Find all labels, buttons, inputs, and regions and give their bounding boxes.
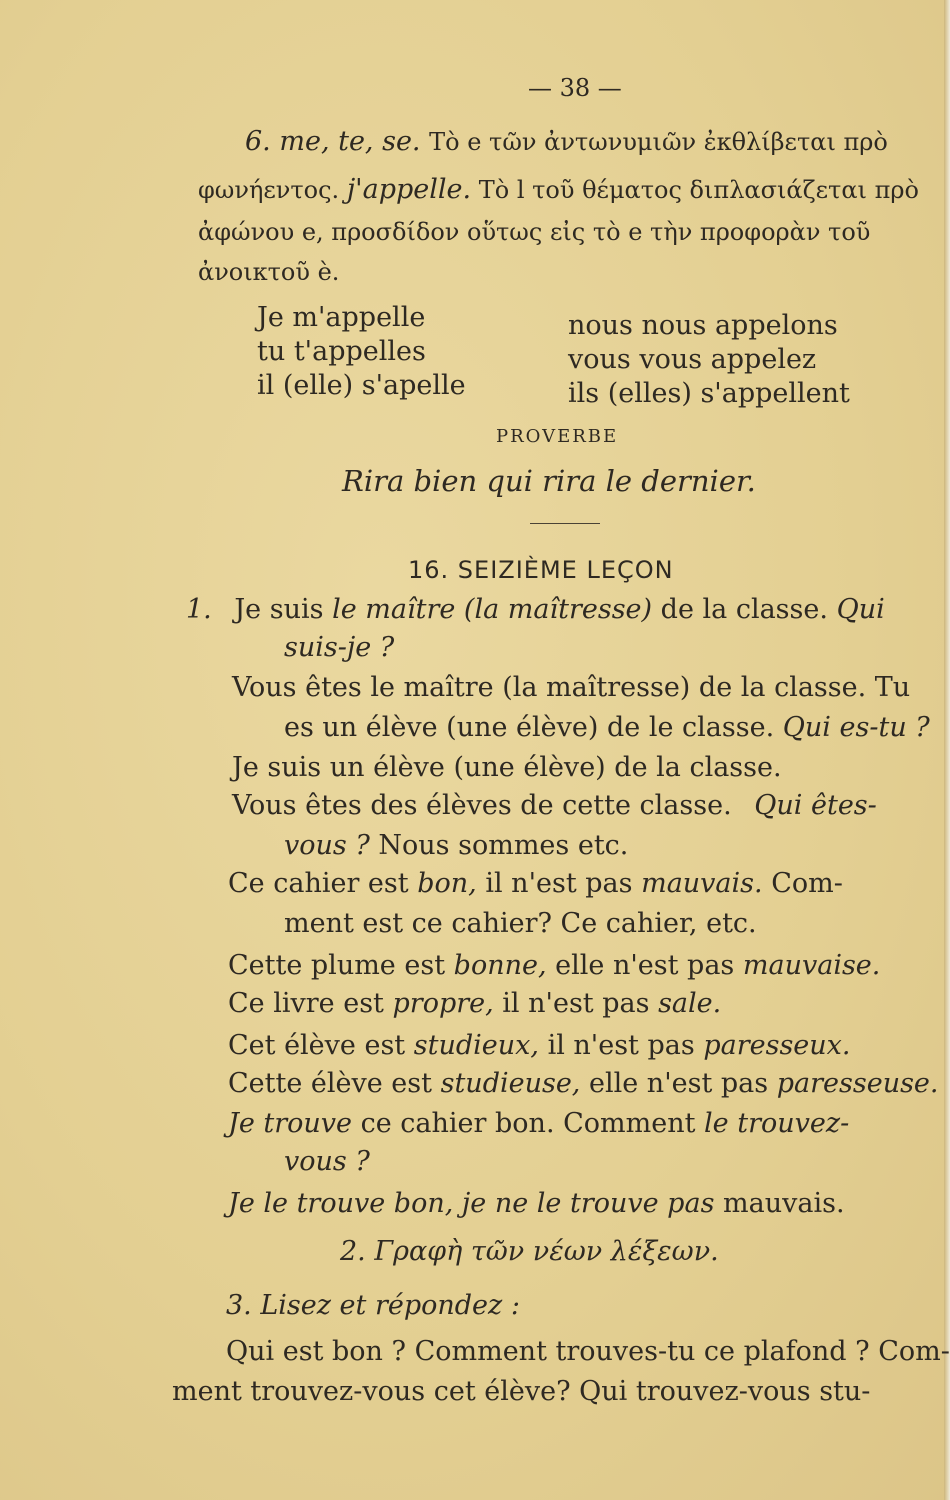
lesson-line-12: Cet élève est studieux, il n'est pas paresseux. — [228, 1030, 851, 1061]
lesson-line-15: vous ? — [284, 1146, 370, 1177]
lesson-line-4: es un élève (une élève) de le classe. Qui es-tu ? — [284, 712, 930, 743]
lesson-line-6: Vous êtes des élèves de cette classe. Qui êtes- — [232, 790, 877, 821]
conjugation-left-3: il (elle) s'apelle — [257, 370, 466, 401]
proverb-label: PROVERBE — [496, 426, 619, 447]
lesson-line-8: Ce cahier est bon, il n'est pas mauvais. Com- — [228, 868, 843, 899]
lesson-line-7: vous ? Nous sommes etc. — [284, 830, 629, 861]
greek-note-line-1: 6. me, te, se. Τὸ e τῶν ἀντωνυμιῶν ἐκθλίβεται πρὸ — [245, 126, 888, 157]
lesson-line-16: Je le trouve bon, je ne le trouve pas mauvais. — [228, 1188, 845, 1219]
lesson-line-9: ment est ce cahier? Ce cahier, etc. — [284, 908, 757, 939]
lesson-title: 16. SEIZIÈME LEÇON — [408, 556, 674, 584]
page-number: — 38 — — [528, 74, 622, 102]
exercise-3-line-1: Qui est bon ? Comment trouves-tu ce plafond ? Com- — [226, 1336, 950, 1367]
greek-note-line-4: ἀνοικτοῦ è. — [198, 258, 340, 286]
lesson-line-11: Ce livre est propre, il n'est pas sale. — [228, 988, 722, 1019]
conjugation-left-1: Je m'appelle — [257, 302, 426, 333]
exercise-3-title: 3. Lisez et répondez : — [226, 1290, 520, 1321]
lesson-line-5: Je suis un élève (une élève) de la classe. — [232, 752, 782, 783]
page-edge — [944, 0, 950, 1500]
exercise-2: 2. Γραφὴ τῶν νέων λέξεων. — [340, 1236, 719, 1267]
lesson-line-14: Je trouve ce cahier bon. Comment le trouvez- — [228, 1108, 850, 1139]
lesson-line-2: suis-je ? — [284, 632, 395, 663]
conjugation-left-2: tu t'appelles — [257, 336, 426, 367]
conjugation-right-3: ils (elles) s'appellent — [568, 378, 850, 409]
lesson-line-3: Vous êtes le maître (la maîtresse) de la classe. Tu — [232, 672, 911, 703]
section-divider — [530, 523, 600, 524]
lesson-line-1: 1. Je suis le maître (la maîtresse) de la classe. Qui — [186, 594, 885, 625]
greek-note-line-2: φωνήεντος. j'appelle. Τὸ l τοῦ θέματος διπλασιάζεται πρὸ — [198, 174, 919, 205]
conjugation-right-2: vous vous appelez — [568, 344, 817, 375]
proverb-text: Rira bien qui rira le dernier. — [342, 464, 756, 498]
conjugation-right-1: nous nous appelons — [568, 310, 838, 341]
exercise-3-line-2: ment trouvez-vous cet élève? Qui trouvez-vous stu- — [172, 1376, 871, 1407]
lesson-line-10: Cette plume est bonne, elle n'est pas mauvaise. — [228, 950, 881, 981]
greek-note-line-3: ἀφώνου e, προσδίδον οὕτως εἰς τὸ e τὴν προφορὰν τοῦ — [198, 218, 871, 246]
lesson-line-13: Cette élève est studieuse, elle n'est pas paresseuse. — [228, 1068, 939, 1099]
